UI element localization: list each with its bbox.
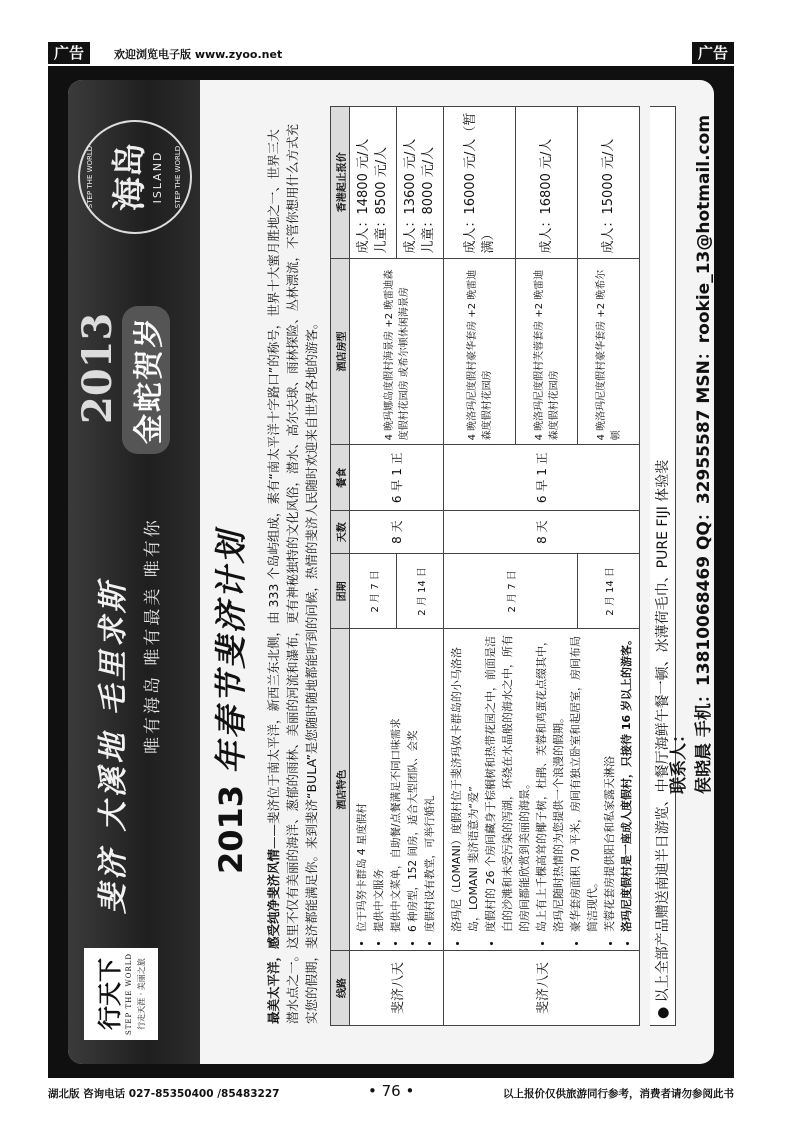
- intro-body: ——斐济位于南太平洋，新西兰东北侧，由 333 个岛屿组成，素有“南太平洋十字路口”的称号，世界十大蜜月胜地之一、世界三大潜水点之一。这里不仅有美丽的海洋、葱郁的雨林、美丽的河流和瀑布，更有神秘独特的文化风俗，潜水、高尔夫球、雨林探险、丛林漂流，不管你想用什么方式充实您的假期，斐济都能满足你。来到斐济“BULA”是您随时随地都能听到的问候，热情的斐济人民随时欢迎来自世界各地的游客。: [266, 123, 319, 1024]
- contact-line: 侯晓晨 手机：13810068469 QQ：32955587 MSN：rookie_13@hotmail.com: [694, 114, 714, 794]
- ad-tag-left: 广告: [48, 42, 90, 64]
- badge-text: 金蛇贺岁: [122, 306, 170, 454]
- feature-item: • 提供中文菜单，自助餐/点餐满足不同口味需求: [388, 633, 405, 932]
- header-days: 天数: [331, 511, 350, 554]
- table-header-row: [331, 107, 350, 1026]
- meal-cell: 6 早 1 正: [350, 445, 444, 511]
- itinerary-table: [330, 106, 640, 1026]
- feature-item: • 度假村设有教堂，可举行婚礼: [422, 633, 439, 932]
- brand-logo: [84, 948, 158, 1040]
- price-adult: 成人：14800 元/人: [356, 138, 371, 254]
- feature-item: • 岛上有上千棵高耸的椰子树，杜鹃、芙蓉和鸡蛋花点缀其中，洛玛尼随时热情的为您提供一个浪漫的假期。: [533, 633, 567, 932]
- footer-left: 湖北版 咨询电话 027-85350400 /85483227: [48, 1088, 280, 1100]
- table-row: [444, 107, 516, 1026]
- gift-text: 以上全部产品赠送南迪半日游览、中餐厅海鲜午餐一顿、冰薄荷毛巾、PURE FIJI 体验装: [655, 459, 671, 1003]
- header-route: 线路: [331, 950, 350, 1025]
- date-cell: 2 月 7 日: [444, 554, 578, 629]
- island-circle-logo: [78, 120, 192, 234]
- circle-top-text: STEP THE WORLD: [86, 145, 94, 209]
- header-site-text: 欢迎浏览电子版 www.zyoo.net: [114, 48, 283, 61]
- footer-right: 以上报价仅供旅游同行参考，消费者请勿参阅此书: [503, 1088, 734, 1100]
- price-cell: [350, 107, 397, 259]
- logo-sub2-text: 行走天涯 · 美丽之旅: [137, 958, 146, 1030]
- contact-label: 联系人：: [669, 726, 689, 794]
- features-cell: [350, 629, 444, 951]
- header-meal: 餐食: [331, 445, 350, 511]
- feature-item: • 芙蓉花套房提供阳台和私家露天淋浴: [601, 633, 618, 932]
- days-cell: 8 天: [350, 511, 444, 554]
- header-price: 香港起止报价: [331, 107, 350, 259]
- price-cell: 成人：16000 元/人（暂满）: [444, 107, 516, 259]
- header-date: 团期: [331, 554, 350, 629]
- price-child: 儿童：8000 元/人: [421, 146, 436, 254]
- logo-sub-text: STEP THE WORLD: [125, 952, 133, 1036]
- page-footer: [48, 1082, 734, 1102]
- advertisement-panel: [48, 66, 734, 1078]
- price-cell: 成人：16800 元/人: [516, 107, 578, 259]
- new-year-badge: [74, 264, 194, 464]
- banner: [68, 80, 200, 1064]
- date-cell: 2 月 14 日: [578, 554, 640, 629]
- feature-item: • 洛玛尼度假村是一座成人度假村，只接待 16 岁以上的游客。: [618, 633, 635, 932]
- badge-year: 2013: [74, 312, 121, 424]
- title-year: 2013: [212, 784, 250, 874]
- feature-item: • 位于玛努卡群岛 4 星度假村: [354, 633, 371, 932]
- intro-paragraph: [264, 124, 321, 1024]
- header-features: 酒店特色: [331, 629, 350, 951]
- logo-main-text: 行天下: [95, 958, 124, 1030]
- title-text: 年春节斐济计划: [212, 528, 250, 774]
- price-cell: 成人：15000 元/人: [578, 107, 640, 259]
- circle-bottom-text: STEP THE WORLD: [174, 145, 182, 209]
- feature-item: • 度假村的 26 个房间藏身于棕榈树和热带花园之中，前面是洁白的沙滩和未受污染的泻湖，环绕在水晶般的海水之中，所有的房间都能欣赏到美丽的海景。: [482, 633, 533, 932]
- room-cell: 4 晚洛玛尼度假村豪华套房 +2 晚雷迪森度假村花园房: [444, 258, 516, 445]
- header-room: 酒店房型: [331, 258, 350, 445]
- table-row: [350, 107, 397, 1026]
- price-cell: [397, 107, 444, 259]
- contact-info: [664, 115, 714, 794]
- room-cell: 4 晚洛玛尼度假村芙蓉套房 +2 晚雷迪森度假村花园房: [516, 258, 578, 445]
- gift-note: ● 以上全部产品赠送南迪半日游览、中餐厅海鲜午餐一顿、冰薄荷毛巾、PURE FIJI 体验装: [650, 106, 676, 1026]
- price-child: 儿童：8500 元/人: [374, 146, 389, 254]
- page-header: [48, 42, 734, 66]
- date-cell: 2 月 7 日: [350, 554, 397, 629]
- room-cell: 4 晚洛玛尼度假村豪华套房 +2 晚希尔顿: [578, 258, 640, 445]
- circle-sub-text: ISLAND: [151, 150, 164, 204]
- meal-cell: 6 早 1 正: [444, 445, 640, 511]
- date-cell: 2 月 14 日: [397, 554, 444, 629]
- route-cell: 斐济八天: [350, 950, 444, 1025]
- days-cell: 8 天: [444, 511, 640, 554]
- advertisement-content: [68, 80, 714, 1064]
- circle-main-text: 海岛: [110, 143, 150, 211]
- room-cell: 4 晚玛娜岛度假村海景房 +2 晚雷迪森度假村花园房 或希尔顿休闲海景房: [350, 258, 444, 445]
- intro-lead: 最美太平洋，感受纯净斐济风情: [266, 848, 281, 1024]
- page-title: [206, 529, 252, 874]
- feature-item: • 洛玛尼（LOMANI）度假村位于斐济玛奴卡群岛的小马洛洛岛，LOMANI 斐济语意为“爱”: [448, 633, 482, 932]
- route-cell: 斐济八天: [444, 950, 640, 1025]
- rotated-content: [68, 80, 714, 1064]
- features-cell: [444, 629, 640, 951]
- feature-item: • 6 种房型，152 间房，适合大型团队、会奖: [405, 633, 422, 932]
- feature-item: • 豪华套房面积 70 平米，房间有独立卧室和起居室，房间布局简洁现代。: [567, 633, 601, 932]
- feature-item: • 提供中文服务: [371, 633, 388, 932]
- page-number: • 76 •: [368, 1082, 415, 1100]
- ad-tag-right: 广告: [692, 42, 734, 64]
- tagline: 唯有海岛 唯有最美 唯有你: [143, 517, 163, 754]
- destination-slogan: 斐济 大溪地 毛里求斯: [96, 579, 131, 914]
- price-adult: 成人：13600 元/人: [403, 138, 418, 254]
